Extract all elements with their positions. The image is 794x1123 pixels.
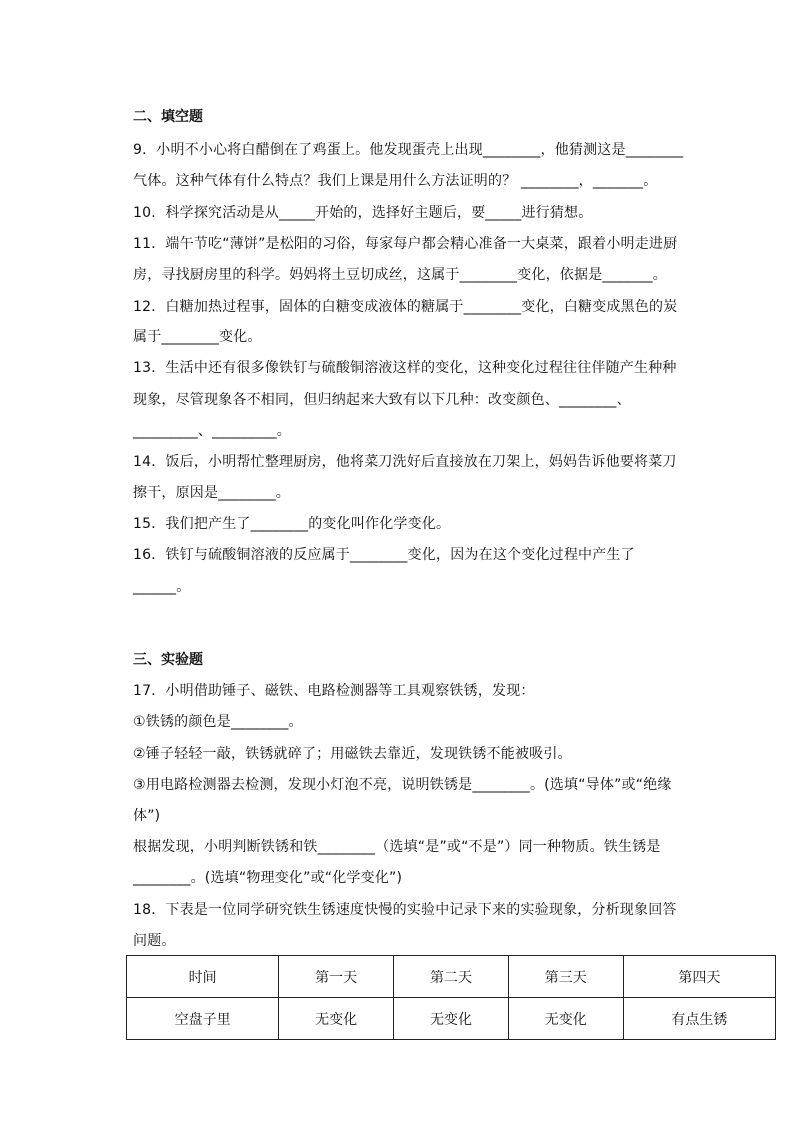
question-13-line-1: 13．生活中还有很多像铁钉与硫酸铜溶液这样的变化，这种变化过程往往伴随产生种种 <box>133 360 677 376</box>
table-row <box>127 998 776 1040</box>
question-17-conclusion-line-2: ________。(选填“物理变化”或“化学变化”) <box>133 870 403 886</box>
question-17-item-3-line-2: 体”) <box>133 808 161 824</box>
question-17-conclusion-line-1: 根据发现，小明判断铁锈和铁________（选填“是”或“不是”）同一种物质。铁生锈是 <box>133 839 661 855</box>
question-11-line-2: 房，寻找厨房里的科学。妈妈将土豆切成丝，这属于________变化，依据是_______。 <box>133 267 667 283</box>
table-header-row <box>127 956 776 998</box>
table-header-cell: 第三天 <box>508 956 623 998</box>
question-17-item-3-line-1: ③用电路检测器去检测，发现小灯泡不亮，说明铁锈是________。(选填“导体”或“绝缘 <box>133 777 672 793</box>
table-header-cell: 第二天 <box>394 956 509 998</box>
question-15-line: 15．我们把产生了________的变化叫作化学变化。 <box>133 516 451 532</box>
question-9-line-2: 气体。这种气体有什么特点？我们上课是用什么方法证明的？ ________，_______。 <box>133 173 658 189</box>
section-title-fill-blank: 二、填空题 <box>133 109 203 125</box>
question-12-line-2: 属于________变化。 <box>133 329 262 345</box>
question-16-line-2: ______。 <box>133 579 191 595</box>
question-17-item-2: ②锤子轻轻一敲，铁锈就碎了；用磁铁去靠近，发现铁锈不能被吸引。 <box>133 746 572 762</box>
table-header-cell: 时间 <box>127 956 279 998</box>
rust-observation-table <box>126 955 776 1040</box>
table-cell: 空盘子里 <box>127 998 279 1040</box>
question-17-item-1: ①铁锈的颜色是________。 <box>133 714 303 730</box>
question-14-line-2: 擦干，原因是________。 <box>133 485 290 501</box>
question-18-line-2: 问题。 <box>133 933 176 949</box>
question-16-line-1: 16．铁钉与硫酸铜溶液的反应属于________变化，因为在这个变化过程中产生了 <box>133 547 635 563</box>
question-10-line: 10．科学探究活动是从_____开始的，选择好主题后，要_____进行猜想。 <box>133 205 593 221</box>
section-title-experiment: 三、实验题 <box>133 652 203 668</box>
table-cell: 有点生锈 <box>623 998 775 1040</box>
question-13-line-3: _________、_________。 <box>133 423 291 439</box>
question-13-line-2: 现象，尽管现象各不相同，但归纳起来大致有以下几种：改变颜色、________、 <box>133 392 631 408</box>
question-11-line-1: 11．端午节吃“薄饼”是松阳的习俗，每家每户都会精心准备一大桌菜，跟着小明走进厨 <box>133 236 678 252</box>
question-9-line-1: 9．小明不小心将白醋倒在了鸡蛋上。他发现蛋壳上出现________，他猜测这是________ <box>133 142 684 158</box>
question-18-line-1: 18．下表是一位同学研究铁生锈速度快慢的实验中记录下来的实验现象，分析现象回答 <box>133 902 677 918</box>
question-14-line-1: 14．饭后，小明帮忙整理厨房，他将菜刀洗好后直接放在刀架上，妈妈告诉他要将菜刀 <box>133 454 677 470</box>
table-cell: 无变化 <box>279 998 394 1040</box>
table-header-cell: 第四天 <box>623 956 775 998</box>
question-17-line-1: 17．小明借助锤子、磁铁、电路检测器等工具观察铁锈，发现： <box>133 683 535 699</box>
table-header-cell: 第一天 <box>279 956 394 998</box>
table-cell: 无变化 <box>508 998 623 1040</box>
question-12-line-1: 12．白糖加热过程事，固体的白糖变成液体的糖属于________变化，白糖变成黑色的炭 <box>133 299 678 315</box>
table-cell: 无变化 <box>394 998 509 1040</box>
